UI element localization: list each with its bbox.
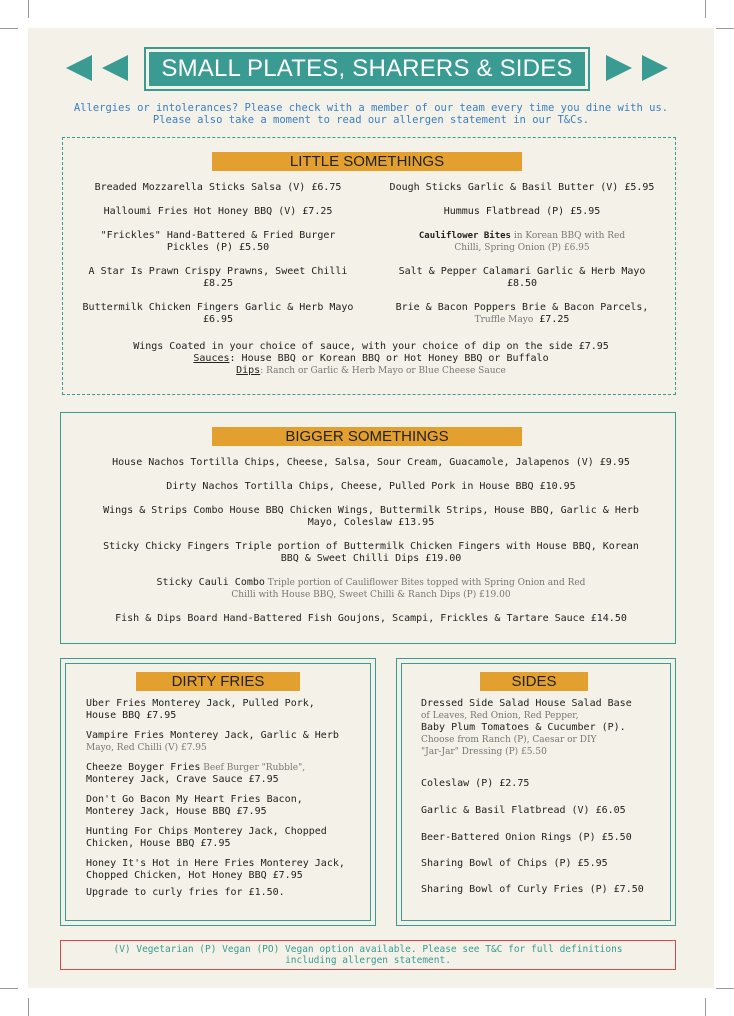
wings-item: Wings Coated in your choice of sauce, with your choice of dip on the side £7.95 (133, 341, 609, 352)
sides-heading: SIDES (480, 672, 588, 691)
dips-line: Dips: Ranch or Garlic & Herb Mayo or Blue Cheese Sauce (236, 365, 506, 376)
allergy-notice-line1: Allergies or intolerances? Please check with a member of our team every time you dine with us. (73, 102, 669, 114)
menu-item: "Frickles" Hand-Battered & Fried Burger Pickles (P) £5.50 (100, 230, 336, 253)
menu-item: Dough Sticks Garlic & Basil Butter (V) £5.95 (389, 182, 655, 193)
crop-mark (716, 28, 734, 29)
menu-item: Coleslaw (P) £2.75 (421, 778, 530, 789)
menu-item: Halloumi Fries Hot Honey BBQ (V) £7.25 (103, 206, 333, 217)
menu-item: Beer-Battered Onion Rings (P) £5.50 (421, 832, 632, 843)
page-title: SMALL PLATES, SHARERS & SIDES (149, 52, 585, 86)
menu-item: A Star Is Prawn Crispy Prawns, Sweet Chilli £8.25 (88, 266, 348, 289)
menu-item: Sticky Cauli Combo Triple portion of Cauliflower Bites topped with Spring Onion and Red Chilli with House BBQ, Sweet Chilli & Ranch Dips (P) £19.00 (156, 577, 586, 600)
menu-item: Breaded Mozzarella Sticks Salsa (V) £6.75 (94, 182, 342, 193)
menu-item: Cauliflower Bites in Korean BBQ with Red Chilli, Spring Onion (P) £6.95 (418, 231, 626, 253)
right-arrow-icon (642, 55, 668, 81)
menu-item: Dirty Nachos Tortilla Chips, Cheese, Pulled Pork in House BBQ £10.95 (166, 481, 576, 492)
menu-item: Salt & Pepper Calamari Garlic & Herb Mayo £8.50 (398, 266, 646, 289)
menu-item: Cheeze Boyger Fries Beef Burger "Rubble", Monterey Jack, Crave Sauce £7.95 (86, 762, 306, 785)
left-arrow-icon (102, 55, 128, 81)
menu-item: Fish & Dips Board Hand-Battered Fish Goujons, Scampi, Frickles & Tartare Sauce £14.50 (115, 613, 627, 624)
left-arrow-icon (66, 55, 92, 81)
crop-mark (28, 0, 29, 18)
menu-item: Sharing Bowl of Chips (P) £5.95 (421, 858, 608, 869)
dietary-key-line1: (V) Vegetarian (P) Vegan (PO) Vegan option available. Please see T&C for full definitions (113, 944, 623, 955)
menu-item: Sharing Bowl of Curly Fries (P) £7.50 (421, 884, 644, 895)
menu-note: Upgrade to curly fries for £1.50. (86, 887, 285, 898)
menu-item: Uber Fries Monterey Jack, Pulled Pork, House BBQ £7.95 (86, 698, 315, 721)
little-somethings-heading: LITTLE SOMETHINGS (212, 152, 522, 171)
crop-mark (0, 988, 18, 989)
title-frame (144, 47, 590, 91)
crop-mark (705, 0, 706, 18)
menu-page (28, 28, 714, 988)
sauces-line: Sauces: House BBQ or Korean BBQ or Hot Honey BBQ or Buffalo (193, 353, 549, 364)
crop-mark (28, 998, 29, 1016)
crop-mark (716, 988, 734, 989)
menu-item: Garlic & Basil Flatbread (V) £6.05 (421, 805, 626, 816)
dirty-fries-heading: DIRTY FRIES (136, 672, 300, 691)
dietary-key-line2: including allergen statement. (285, 955, 451, 966)
menu-item: Hummus Flatbread (P) £5.95 (443, 206, 601, 217)
crop-mark (0, 28, 18, 29)
menu-item: Vampire Fries Monterey Jack, Garlic & Herb Mayo, Red Chilli (V) £7.95 (86, 730, 339, 753)
dietary-key (60, 940, 676, 970)
menu-item: Dressed Side Salad House Salad Base of Leaves, Red Onion, Red Pepper, Baby Plum Tomatoes & Cucumber (P). Choose from Ranch (P), Caesar or DIY "Jar-Jar" Dressing (P) £5.50 (421, 698, 632, 757)
menu-item: Honey It's Hot in Here Fries Monterey Jack, Chopped Chicken, Hot Honey BBQ £7.95 (86, 858, 345, 881)
menu-item: Brie & Bacon Poppers Brie & Bacon Parcels, Truffle Mayo £7.25 (395, 302, 649, 325)
menu-item: Sticky Chicky Fingers Triple portion of Buttermilk Chicken Fingers with House BBQ, Korean BBQ & Sweet Chilli Dips £19.00 (103, 541, 639, 564)
menu-item: Don't Go Bacon My Heart Fries Bacon, Monterey Jack, House BBQ £7.95 (86, 794, 303, 817)
menu-item: Hunting For Chips Monterey Jack, Chopped Chicken, House BBQ £7.95 (86, 826, 327, 849)
crop-mark (705, 998, 706, 1016)
allergy-notice-line2: Please also take a moment to read our allergen statement in our T&Cs. (152, 114, 590, 126)
bigger-somethings-heading: BIGGER SOMETHINGS (212, 427, 522, 446)
right-arrow-icon (606, 55, 632, 81)
menu-item: Buttermilk Chicken Fingers Garlic & Herb Mayo £6.95 (82, 302, 354, 325)
menu-item: House Nachos Tortilla Chips, Cheese, Salsa, Sour Cream, Guacamole, Jalapenos (V) £9.95 (112, 457, 630, 468)
menu-item: Wings & Strips Combo House BBQ Chicken Wings, Buttermilk Strips, House BBQ, Garlic & Herb Mayo, Coleslaw £13.95 (103, 505, 639, 528)
